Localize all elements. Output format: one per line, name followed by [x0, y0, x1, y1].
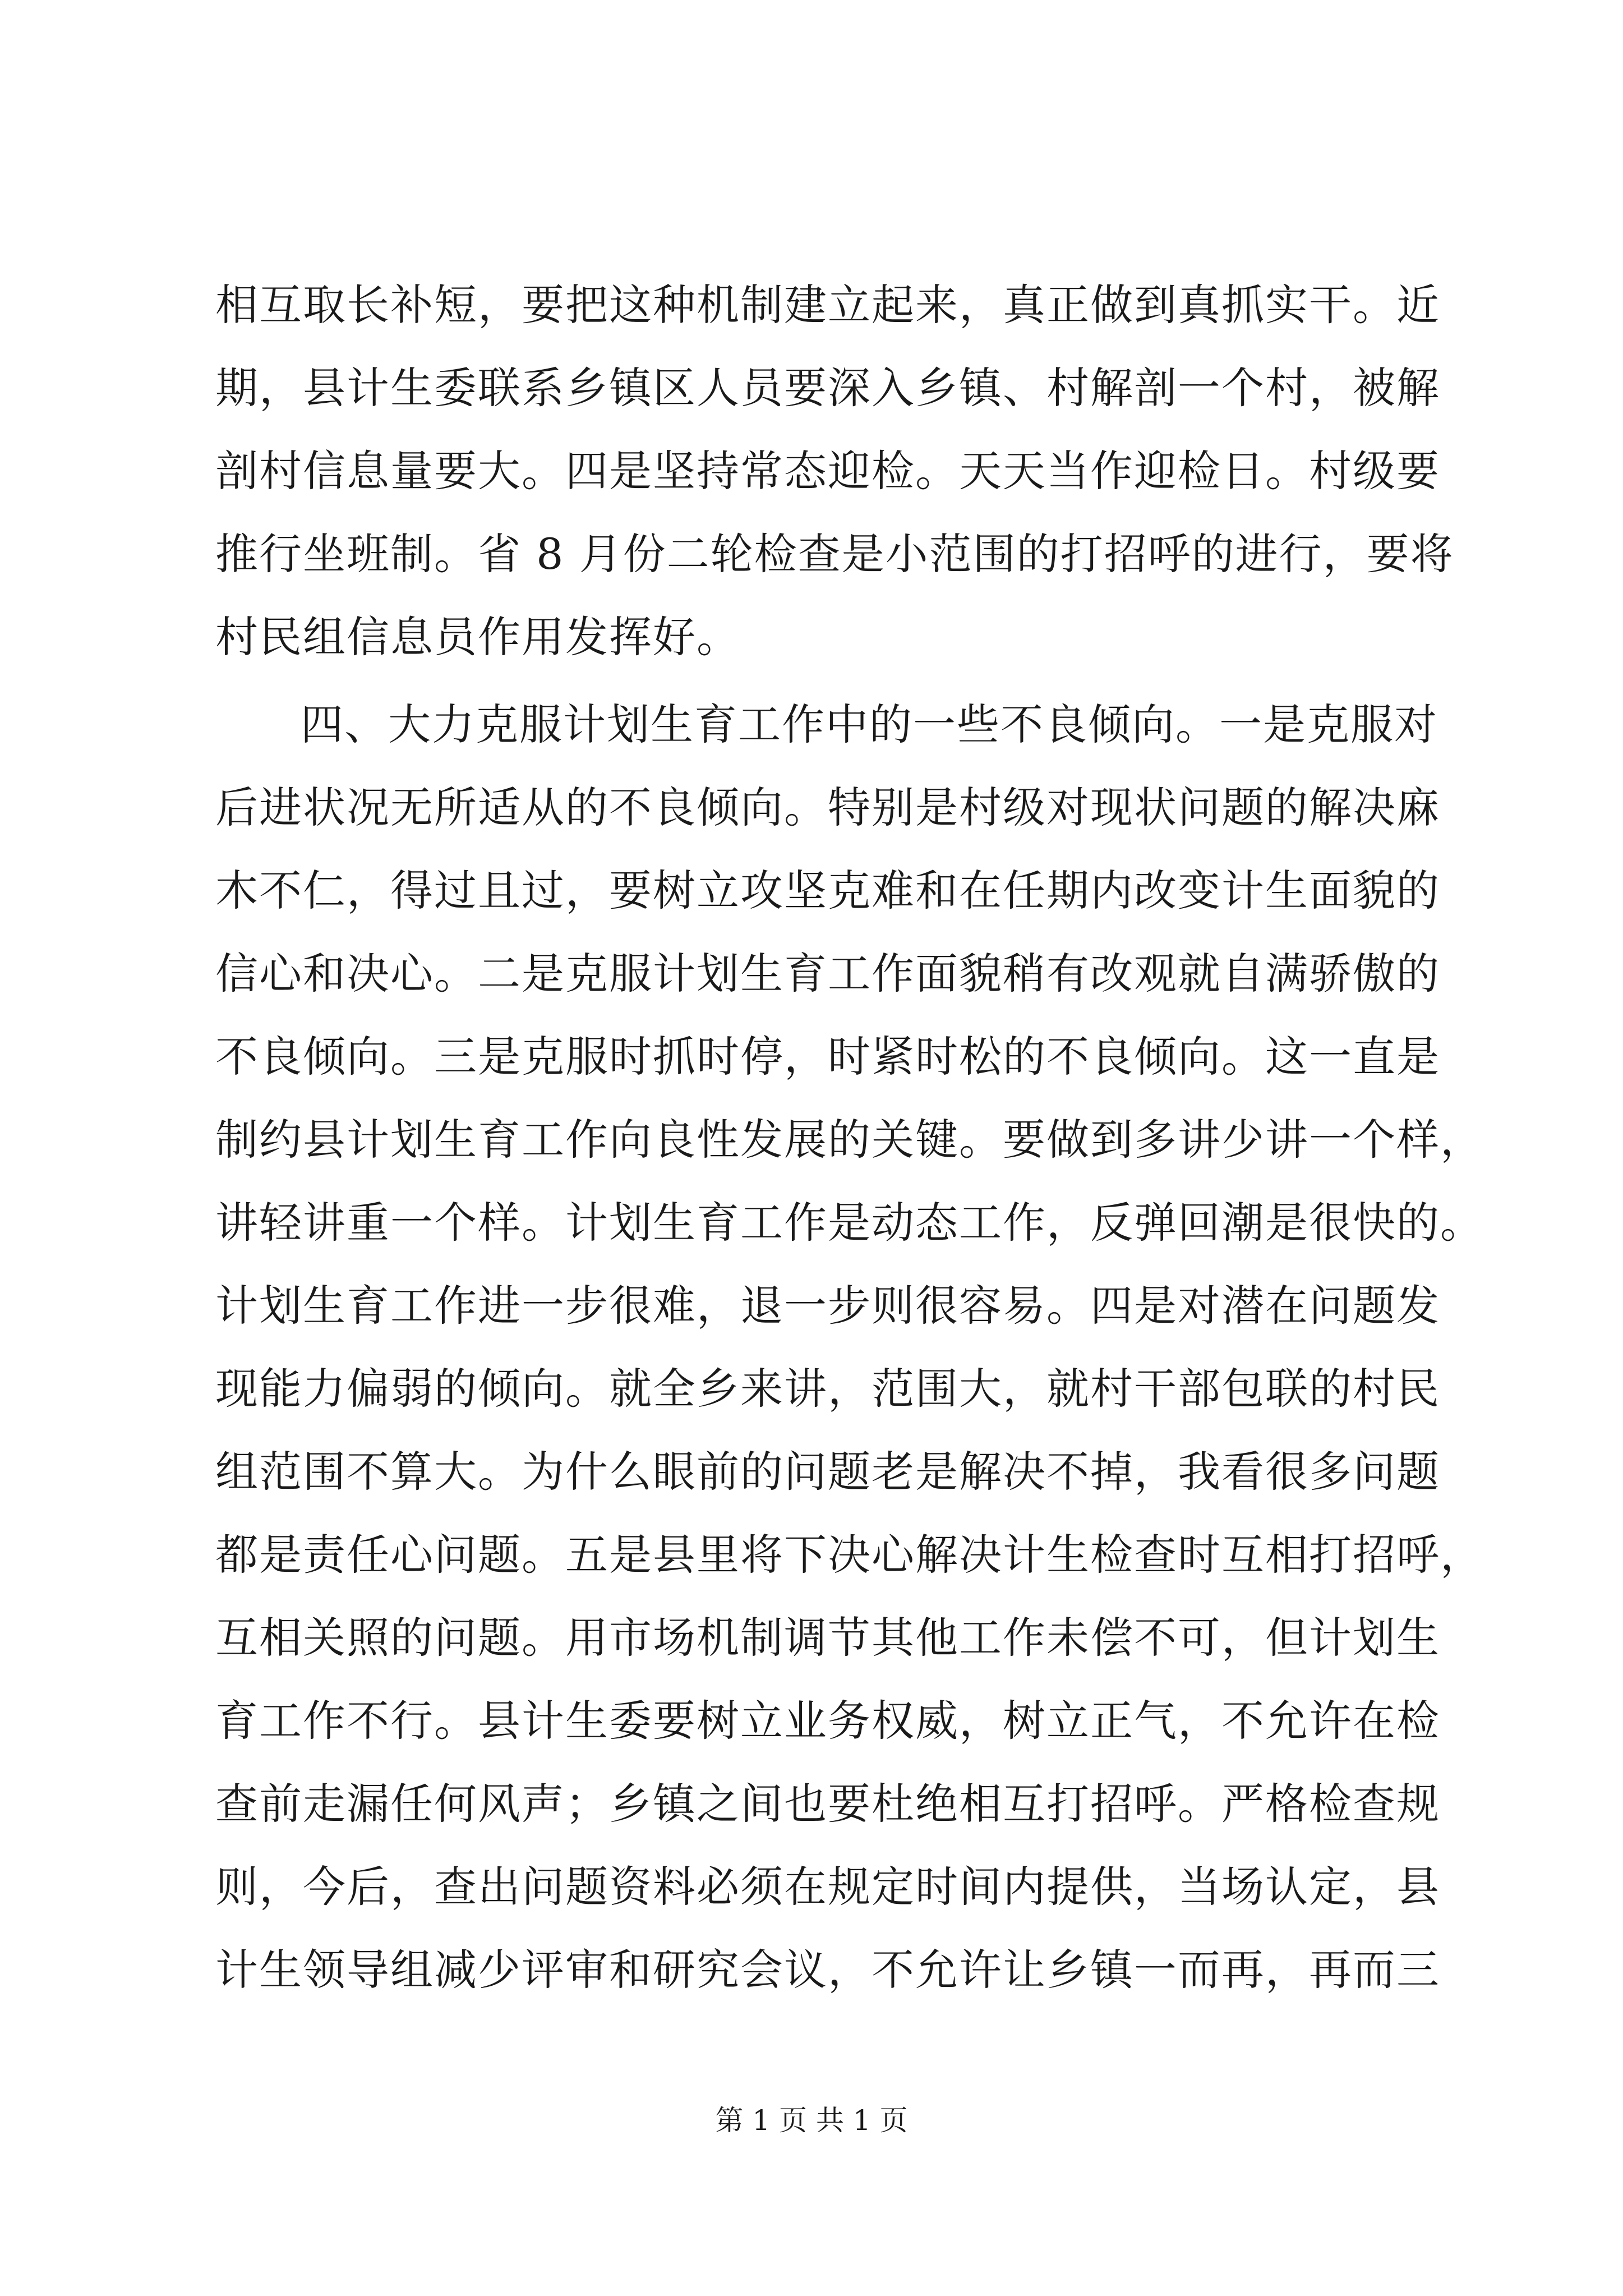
text-line: 木不仁，得过且过，要树立攻坚克难和在任期内改变计生面貌的 — [215, 866, 1440, 915]
text-line: 剖村信息量要大。四是坚持常态迎检。天天当作迎检日。村级要 — [215, 446, 1440, 496]
text-line: 制约县计划生育工作向良性发展的关键。要做到多讲少讲一个样， — [215, 1115, 1484, 1165]
text-line: 讲轻讲重一个样。计划生育工作是动态工作，反弹回潮是很快的。 — [215, 1198, 1484, 1248]
text-line: 育工作不行。县计生委要树立业务权威，树立正气，不允许在检 — [215, 1696, 1440, 1746]
text-line: 查前走漏任何风声；乡镇之间也要杜绝相互打招呼。严格检查规 — [215, 1779, 1440, 1829]
text-line: 不良倾向。三是克服时抓时停，时紧时松的不良倾向。这一直是 — [215, 1032, 1440, 1082]
text-line: 计生领导组减少评审和研究会议，不允许让乡镇一而再，再而三 — [215, 1945, 1440, 1995]
text-line: 相互取长补短，要把这种机制建立起来，真正做到真抓实干。近 — [215, 280, 1440, 330]
text-line: 推行坐班制。省 8 月份二轮检查是小范围的打招呼的进行，要将 — [215, 529, 1454, 579]
paragraph-first-line: 四、大力克服计划生育工作中的一些不良倾向。一是克服对 — [301, 700, 1438, 749]
text-line: 计划生育工作进一步很难，退一步则很容易。四是对潜在问题发 — [215, 1281, 1440, 1331]
text-line: 都是责任心问题。五是县里将下决心解决计生检查时互相打招呼， — [215, 1530, 1484, 1580]
text-line: 期，县计生委联系乡镇区人员要深入乡镇、村解剖一个村，被解 — [215, 363, 1440, 413]
text-line: 村民组信息员作用发挥好。 — [215, 612, 740, 662]
body-text — [215, 264, 1484, 2012]
text-line: 互相关照的问题。用市场机制调节其他工作未偿不可，但计划生 — [215, 1613, 1440, 1663]
text-line: 现能力偏弱的倾向。就全乡来讲，范围大，就村干部包联的村民 — [215, 1364, 1440, 1414]
text-line: 组范围不算大。为什么眼前的问题老是解决不掉，我看很多问题 — [215, 1447, 1440, 1497]
page-footer — [0, 2101, 1623, 2140]
text-line: 信心和决心。二是克服计划生育工作面貌稍有改观就自满骄傲的 — [215, 949, 1440, 999]
page-number-label: 第 1 页 共 1 页 — [715, 2104, 908, 2137]
text-line: 后进状况无所适从的不良倾向。特别是村级对现状问题的解决麻 — [215, 783, 1440, 832]
text-line: 则，今后，查出问题资料必须在规定时间内提供，当场认定，县 — [215, 1862, 1440, 1912]
